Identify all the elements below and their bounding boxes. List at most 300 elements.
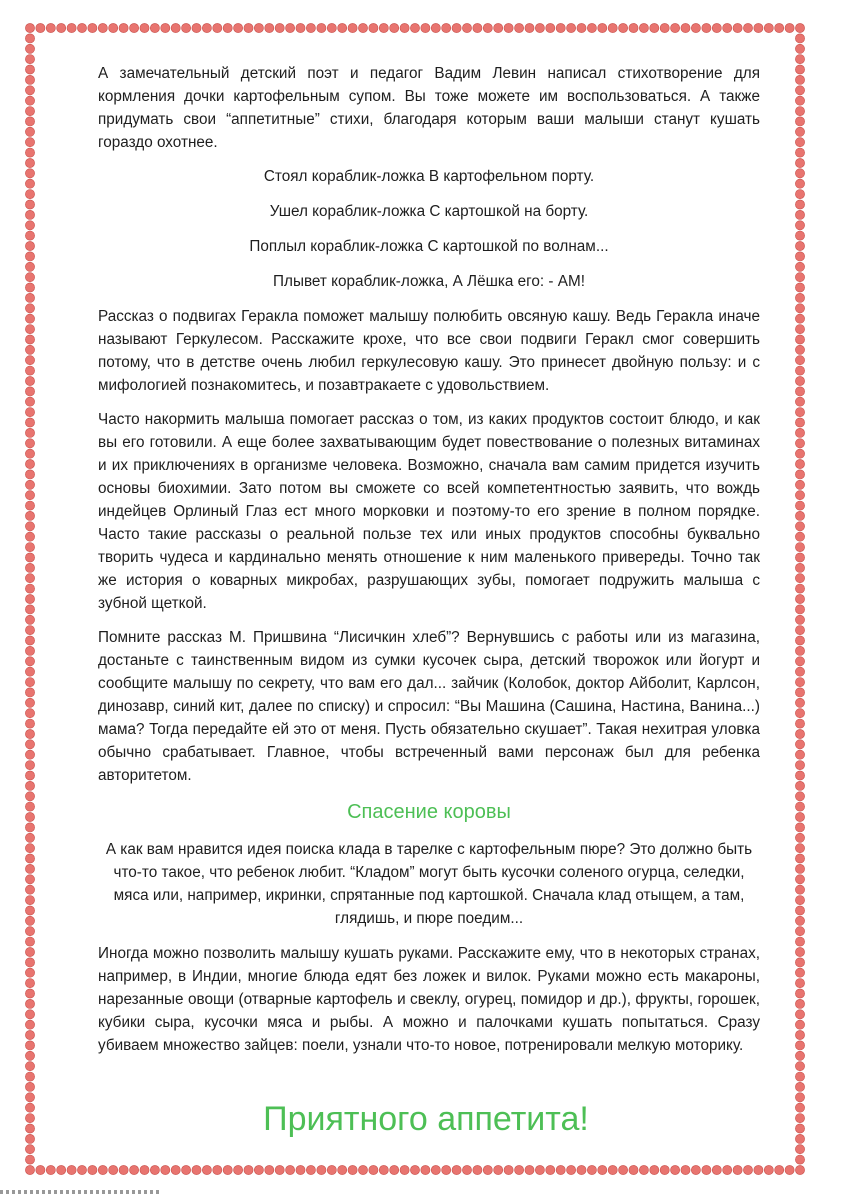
border-bead <box>795 190 804 199</box>
border-bead <box>795 833 804 842</box>
border-bead <box>525 1165 534 1174</box>
border-bead <box>25 158 34 167</box>
border-bead <box>795 169 804 178</box>
border-bead <box>25 241 34 250</box>
border-bead <box>119 23 128 32</box>
border-bead <box>306 1165 315 1174</box>
border-bead <box>795 1145 804 1154</box>
border-bead <box>795 626 804 635</box>
border-bead <box>25 1082 34 1091</box>
border-bead <box>25 989 34 998</box>
border-bead <box>25 1062 34 1071</box>
intro-paragraph: А замечательный детский поэт и педагог Вадим Левин написал стихотворение для кормления дочки картофельным супом. Вы тоже можете им воспользоваться. А также придумать свои “аппетитные” стихи, благодаря которым ваши малыши станут кушать гораздо охотнее. <box>98 65 760 151</box>
border-bead <box>795 23 804 32</box>
border-bead <box>88 1165 97 1174</box>
border-bead <box>25 304 34 313</box>
border-bead <box>795 418 804 427</box>
border-bead <box>660 1165 669 1174</box>
border-bead <box>795 34 804 43</box>
border-bead <box>25 719 34 728</box>
border-bead <box>795 854 804 863</box>
border-bead <box>25 210 34 219</box>
border-bead <box>743 23 752 32</box>
border-bead <box>691 23 700 32</box>
border-bead <box>275 1165 284 1174</box>
border-bead <box>795 221 804 230</box>
border-bead <box>483 1165 492 1174</box>
border-bead <box>390 23 399 32</box>
border-bead <box>213 1165 222 1174</box>
border-bead <box>25 107 34 116</box>
border-bead <box>223 23 232 32</box>
treasure-paragraph: А как вам нравится идея поиска клада в тарелке с картофельным пюре? Это должно быть что-то такое, что ребенок любит. “Кладом” могут быть кусочки соленого огурца, селедки, мяса или, например, икринки, спрятанные под картошкой. Сначала клад отыщем, а там, глядишь, и пюре поедим... <box>105 841 753 927</box>
border-bead <box>25 563 34 572</box>
border-bead <box>795 96 804 105</box>
border-bead <box>795 522 804 531</box>
border-bead <box>795 470 804 479</box>
border-bead <box>25 55 34 64</box>
border-bead <box>795 594 804 603</box>
border-bead <box>296 1165 305 1174</box>
border-bead <box>795 615 804 624</box>
border-bead <box>650 23 659 32</box>
border-bead <box>639 23 648 32</box>
border-bead <box>795 117 804 126</box>
border-bead <box>795 1124 804 1133</box>
border-bead <box>795 781 804 790</box>
border-bead <box>795 896 804 905</box>
border-bead <box>25 1134 34 1143</box>
border-bead <box>795 1114 804 1123</box>
border-bead <box>795 657 804 666</box>
border-bead <box>775 23 784 32</box>
border-bead <box>795 511 804 520</box>
border-bead <box>25 86 34 95</box>
border-bead <box>795 356 804 365</box>
border-bead <box>25 605 34 614</box>
border-bead <box>795 231 804 240</box>
border-bead <box>452 23 461 32</box>
border-bead <box>795 491 804 500</box>
border-bead <box>25 1124 34 1133</box>
border-bead <box>244 1165 253 1174</box>
border-bead <box>25 314 34 323</box>
border-bead <box>119 1165 128 1174</box>
border-bead <box>25 667 34 676</box>
border-bead <box>25 657 34 666</box>
border-bead <box>25 750 34 759</box>
border-bead <box>25 459 34 468</box>
border-bead <box>25 854 34 863</box>
border-bead <box>348 1165 357 1174</box>
scan-artifact <box>0 1190 160 1194</box>
border-bead <box>473 23 482 32</box>
border-bead <box>25 999 34 1008</box>
border-bead <box>317 1165 326 1174</box>
border-bead <box>98 1165 107 1174</box>
border-bead <box>587 1165 596 1174</box>
border-bead <box>67 1165 76 1174</box>
border-bead <box>795 1010 804 1019</box>
border-bead <box>265 23 274 32</box>
border-bead <box>795 792 804 801</box>
border-bead <box>67 23 76 32</box>
border-bead <box>795 771 804 780</box>
border-bead <box>25 65 34 74</box>
border-bead <box>795 698 804 707</box>
border-bead <box>795 605 804 614</box>
border-bead <box>795 283 804 292</box>
border-bead <box>598 23 607 32</box>
border-bead <box>171 1165 180 1174</box>
border-bead <box>795 958 804 967</box>
border-bead <box>25 543 34 552</box>
border-bead <box>743 1165 752 1174</box>
border-bead <box>317 23 326 32</box>
border-bead <box>25 823 34 832</box>
border-bead <box>671 23 680 32</box>
border-bead <box>795 1093 804 1102</box>
border-bead <box>25 335 34 344</box>
border-bead <box>25 761 34 770</box>
border-bead <box>410 1165 419 1174</box>
border-bead <box>25 397 34 406</box>
border-bead <box>795 335 804 344</box>
border-bead <box>712 1165 721 1174</box>
border-bead <box>795 1134 804 1143</box>
border-bead <box>795 449 804 458</box>
border-bead <box>25 356 34 365</box>
border-bead <box>161 23 170 32</box>
border-bead <box>25 376 34 385</box>
border-bead <box>795 574 804 583</box>
border-bead <box>504 1165 513 1174</box>
border-bead <box>25 958 34 967</box>
border-bead <box>25 293 34 302</box>
border-bead <box>192 1165 201 1174</box>
border-bead <box>150 23 159 32</box>
border-bead <box>795 127 804 136</box>
border-bead <box>795 989 804 998</box>
border-bead <box>25 698 34 707</box>
border-bead <box>161 1165 170 1174</box>
border-bead <box>202 1165 211 1174</box>
border-bead <box>795 241 804 250</box>
border-bead <box>795 1062 804 1071</box>
border-bead <box>795 459 804 468</box>
border-bead <box>57 23 66 32</box>
border-bead <box>130 23 139 32</box>
border-bead <box>25 916 34 925</box>
poem-line: Плывет кораблик-ложка, А Лёшка его: - АМ! <box>273 273 585 290</box>
border-bead <box>25 688 34 697</box>
border-bead <box>795 1041 804 1050</box>
border-bead <box>25 636 34 645</box>
border-bead <box>795 262 804 271</box>
article-body <box>98 62 760 1138</box>
border-bead <box>25 387 34 396</box>
border-bead <box>754 1165 763 1174</box>
border-bead <box>25 844 34 853</box>
border-bead <box>25 740 34 749</box>
border-bead <box>795 927 804 936</box>
border-bead <box>25 439 34 448</box>
border-bead <box>795 55 804 64</box>
border-bead <box>25 896 34 905</box>
border-bead <box>25 511 34 520</box>
border-bead <box>515 23 524 32</box>
border-bead <box>608 23 617 32</box>
border-bead <box>546 23 555 32</box>
border-bead <box>25 273 34 282</box>
border-bead <box>795 916 804 925</box>
border-bead <box>795 428 804 437</box>
border-bead <box>25 553 34 562</box>
border-bead <box>46 23 55 32</box>
border-bead <box>795 543 804 552</box>
border-bead <box>504 23 513 32</box>
border-bead <box>254 23 263 32</box>
border-bead <box>795 397 804 406</box>
border-bead <box>785 1165 794 1174</box>
border-bead <box>25 885 34 894</box>
border-bead <box>795 761 804 770</box>
border-bead <box>358 23 367 32</box>
border-bead <box>25 470 34 479</box>
border-bead <box>795 408 804 417</box>
border-bead <box>77 23 86 32</box>
border-bead <box>234 1165 243 1174</box>
border-bead <box>338 1165 347 1174</box>
border-bead <box>795 293 804 302</box>
border-bead <box>795 740 804 749</box>
border-bead <box>712 23 721 32</box>
border-bead <box>795 158 804 167</box>
border-bead <box>25 117 34 126</box>
border-bead <box>795 1072 804 1081</box>
border-bead <box>795 179 804 188</box>
border-bead <box>25 262 34 271</box>
border-bead <box>25 574 34 583</box>
border-bead <box>25 927 34 936</box>
border-bead <box>202 23 211 32</box>
border-bead <box>25 179 34 188</box>
border-bead <box>25 283 34 292</box>
border-bead <box>25 1165 34 1174</box>
border-bead <box>25 428 34 437</box>
border-bead <box>587 23 596 32</box>
border-bead <box>25 75 34 84</box>
border-bead <box>795 1165 804 1174</box>
border-bead <box>46 1165 55 1174</box>
border-bead <box>25 418 34 427</box>
border-bead <box>795 864 804 873</box>
border-bead <box>795 345 804 354</box>
border-bead <box>25 532 34 541</box>
border-bead <box>795 376 804 385</box>
border-bead <box>795 200 804 209</box>
border-bead <box>629 1165 638 1174</box>
border-bead <box>25 906 34 915</box>
border-bead <box>265 1165 274 1174</box>
border-bead <box>25 864 34 873</box>
border-bead <box>286 23 295 32</box>
border-bead <box>25 1114 34 1123</box>
border-bead <box>723 23 732 32</box>
products-paragraph: Часто накормить малыша помогает рассказ о том, из каких продуктов состоит блюдо, и как вы его готовили. А еще более захватывающим будет повествование о полезных витаминах и их приключениях в организме человека. Возможно, сначала вам самим придется изучить основы биохимии. Зато потом вы сможете со всей компетентностью заявить, что вождь индейцев Орлиный Глаз ест много морковки и поэтому-то его зрение в полном порядке. Часто такие рассказы о реальной пользе тех или иных продуктов способны буквально творить чудеса и кардинально менять отношение к ним маленького привереды. Точно так же история о коварных микробах, разрушающих зубы, помогает подружить малыша с зубной щеткой. <box>98 411 760 612</box>
border-bead <box>795 314 804 323</box>
border-bead <box>795 107 804 116</box>
border-bead <box>338 23 347 32</box>
border-bead <box>25 138 34 147</box>
border-bead <box>494 1165 503 1174</box>
border-bead <box>25 1093 34 1102</box>
border-bead <box>598 1165 607 1174</box>
border-bead <box>25 169 34 178</box>
border-bead <box>25 594 34 603</box>
border-bead <box>25 491 34 500</box>
border-bead <box>785 23 794 32</box>
border-bead <box>577 23 586 32</box>
border-bead <box>275 23 284 32</box>
border-bead <box>795 563 804 572</box>
border-bead <box>795 729 804 738</box>
border-bead <box>213 23 222 32</box>
border-bead <box>795 688 804 697</box>
border-bead <box>25 968 34 977</box>
border-bead <box>25 231 34 240</box>
border-bead <box>25 678 34 687</box>
border-bead <box>109 1165 118 1174</box>
border-bead <box>254 1165 263 1174</box>
border-bead <box>25 1051 34 1060</box>
border-bead <box>681 1165 690 1174</box>
border-bead <box>619 1165 628 1174</box>
border-bead <box>795 1030 804 1039</box>
hercules-paragraph: Рассказ о подвигах Геракла поможет малышу полюбить овсяную кашу. Ведь Геракла иначе называют Геркулесом. Расскажите крохе, что все свои подвиги Геракл смог совершить потому, что в детстве очень любил геркулесовую кашу. Это принесет двойную пользу: и с мифологией познакомитесь, и позавтракаете с удовольствием. <box>98 308 760 394</box>
border-bead <box>25 771 34 780</box>
border-bead <box>795 646 804 655</box>
border-bead <box>754 23 763 32</box>
border-bead <box>369 23 378 32</box>
border-bead <box>25 781 34 790</box>
border-bead <box>140 1165 149 1174</box>
border-bead <box>171 23 180 32</box>
border-bead <box>671 1165 680 1174</box>
border-bead <box>795 273 804 282</box>
border-bead <box>795 802 804 811</box>
border-bead <box>795 968 804 977</box>
border-bead <box>25 979 34 988</box>
border-bead <box>577 1165 586 1174</box>
border-bead <box>795 750 804 759</box>
border-bead <box>25 875 34 884</box>
border-bead <box>25 1072 34 1081</box>
border-bead <box>764 1165 773 1174</box>
border-bead <box>286 1165 295 1174</box>
border-bead <box>25 449 34 458</box>
prishvin-paragraph: Помните рассказ М. Пришвина “Лисичкин хлеб”? Вернувшись с работы или из магазина, достаньте с таинственным видом из сумки кусочек сыра, детский творожок или йогурт и сообщите малышу по секрету, что вам его дал... зайчик (Колобок, доктор Айболит, Карлсон, динозавр, синий кит, далее по списку) и спросил: “Вы Машина (Сашина, Настина, Ванина...) мама? Тогда передайте ей это от меня. Пусть обязательно скушает”. Такая нехитрая уловка обычно срабатывает. Главное, чтобы встреченный вами персонаж был для ребенка авторитетом. <box>98 629 760 784</box>
border-bead <box>25 190 34 199</box>
border-bead <box>369 1165 378 1174</box>
border-bead <box>462 1165 471 1174</box>
border-bead <box>25 1145 34 1154</box>
border-bead <box>379 23 388 32</box>
poem-line: Поплыл кораблик-ложка С картошкой по волнам... <box>249 238 609 255</box>
border-bead <box>681 23 690 32</box>
border-bead <box>795 937 804 946</box>
border-bead <box>130 1165 139 1174</box>
border-bead <box>733 1165 742 1174</box>
border-bead <box>25 584 34 593</box>
border-bead <box>25 646 34 655</box>
border-bead <box>795 532 804 541</box>
border-bead <box>25 615 34 624</box>
border-bead <box>25 802 34 811</box>
border-bead <box>795 979 804 988</box>
border-bead <box>25 96 34 105</box>
border-bead <box>25 408 34 417</box>
border-bead <box>25 148 34 157</box>
border-bead <box>795 1020 804 1029</box>
border-bead <box>57 1165 66 1174</box>
border-bead <box>25 325 34 334</box>
border-bead <box>25 947 34 956</box>
border-bead <box>795 875 804 884</box>
poem-block <box>98 165 760 293</box>
border-bead <box>25 1155 34 1164</box>
border-bead <box>25 23 34 32</box>
border-bead <box>629 23 638 32</box>
border-bead <box>98 23 107 32</box>
border-bead <box>25 729 34 738</box>
border-bead <box>348 23 357 32</box>
border-bead <box>36 1165 45 1174</box>
border-bead <box>515 1165 524 1174</box>
border-bead <box>660 23 669 32</box>
border-bead <box>795 75 804 84</box>
border-bead <box>650 1165 659 1174</box>
border-bead <box>25 812 34 821</box>
border-bead <box>390 1165 399 1174</box>
border-bead <box>795 1082 804 1091</box>
border-bead <box>795 553 804 562</box>
border-bead <box>327 23 336 32</box>
border-bead <box>400 23 409 32</box>
hands-paragraph: Иногда можно позволить малышу кушать руками. Расскажите ему, что в некоторых странах, например, в Индии, многие блюда едят без ложек и вилок. Руками можно есть макароны, нарезанные овощи (отварные картофель и свеклу, огурец, помидор и др.), фрукты, горошек, кубики сыра, кусочки мяса и рыбы. А можно и палочками кушать попытаться. Сразу убиваем множество зайцев: поели, узнали что-то новое, потренировали мелкую моторику. <box>98 945 760 1054</box>
border-bead <box>795 636 804 645</box>
border-bead <box>795 387 804 396</box>
border-bead <box>25 252 34 261</box>
border-bead <box>25 709 34 718</box>
poem-line: Стоял кораблик-ложка В картофельном порту. <box>263 168 595 185</box>
border-bead <box>795 812 804 821</box>
border-bead <box>182 1165 191 1174</box>
border-bead <box>795 1155 804 1164</box>
border-bead <box>25 522 34 531</box>
border-bead <box>535 1165 544 1174</box>
border-bead <box>795 480 804 489</box>
border-bead <box>795 501 804 510</box>
border-bead <box>525 23 534 32</box>
border-bead <box>421 23 430 32</box>
border-bead <box>733 23 742 32</box>
border-bead <box>795 667 804 676</box>
border-bead <box>795 906 804 915</box>
border-bead <box>546 1165 555 1174</box>
border-bead <box>442 1165 451 1174</box>
border-bead <box>795 44 804 53</box>
